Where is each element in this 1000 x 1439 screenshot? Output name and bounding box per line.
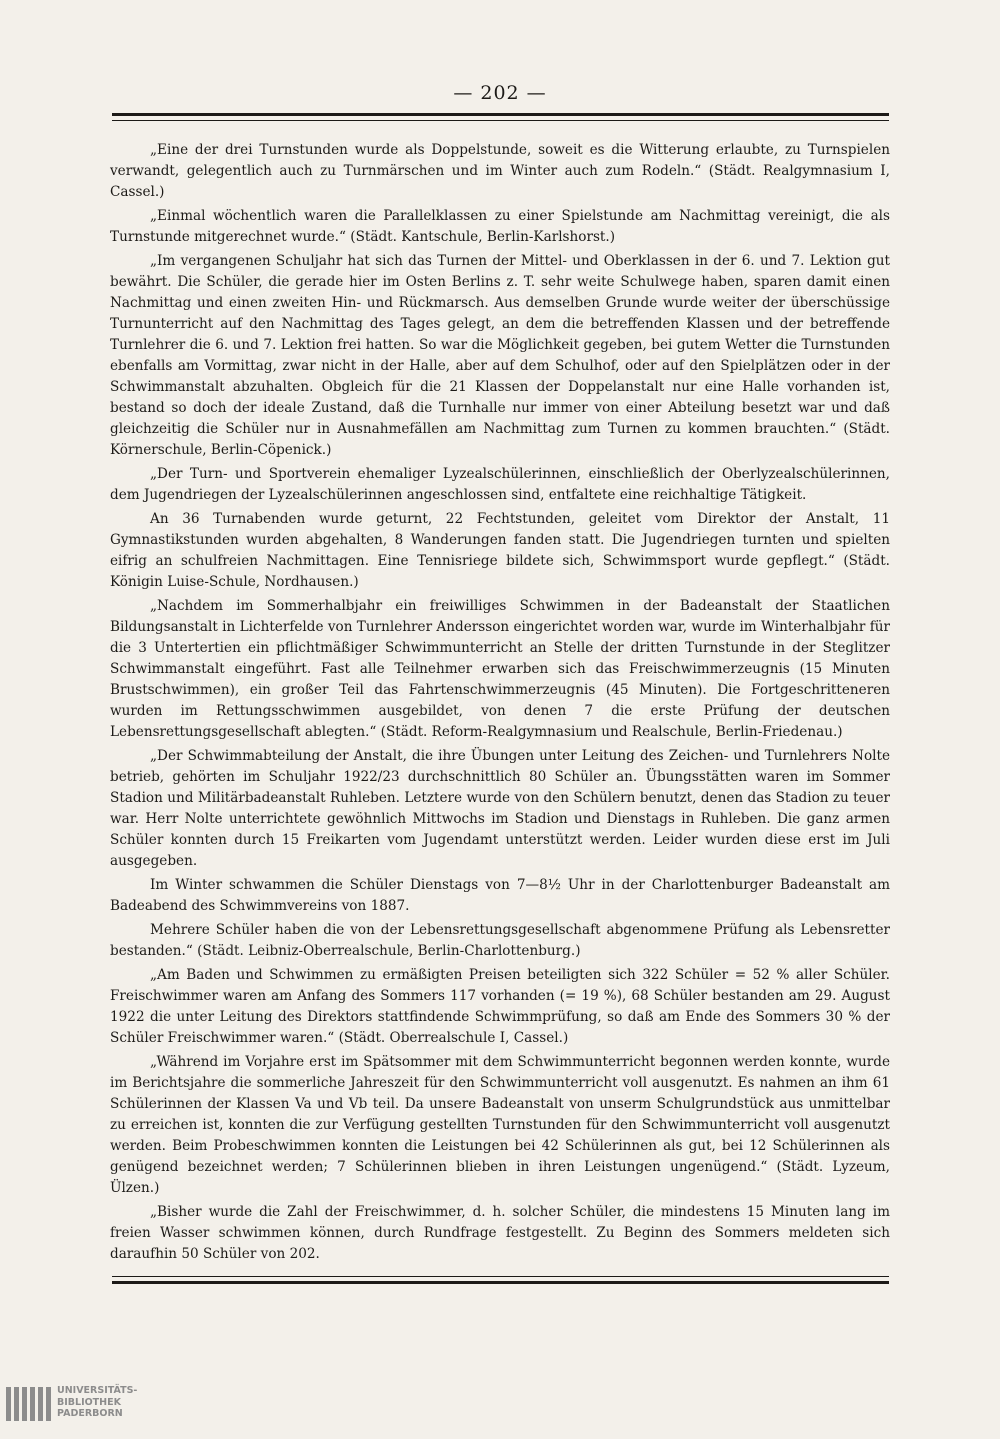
paragraph: „Eine der drei Turnstunden wurde als Doppelstunde, soweit es die Witterung erlaubte, zu Turnspielen verwandt, gelegentlich auch zu Turnmärschen und im Winter auch zum Rodeln.“ (Städt. Realgymnasium I, Cassel.) [110, 142, 890, 200]
paragraph: „Der Schwimmabteilung der Anstalt, die ihre Übungen unter Leitung des Zeichen- und Turnlehrers Nolte betrieb, gehörten im Schuljahr 1922/23 durchschnittlich 80 Schüler an. Übungsstätten waren im Sommer Stadion und Militärbadeanstalt Ruhleben. Letztere wurde von den Schülern benutzt, denen das Stadion zu teuer war. Herr Nolte unterrichtete gewöhnlich Mittwochs im Stadion und Dienstags in Ruhleben. Die ganz armen Schüler konnten durch 15 Freikarten vom Jugendamt unterstützt werden. Leider wurden diese erst im Juli ausgegeben. [110, 748, 890, 869]
paragraph: „Bisher wurde die Zahl der Freischwimmer, d. h. solcher Schüler, die mindestens 15 Minuten lang im freien Wasser schwimmen können, durch Rundfrage festgestellt. Zu Beginn des Sommers meldeten sich daraufhin 50 Schüler von 202. [110, 1204, 890, 1262]
page-number: — 202 — [453, 82, 547, 104]
header-rule-thin [112, 120, 889, 121]
paragraph: Mehrere Schüler haben die von der Lebensrettungsgesellschaft abgenommene Prüfung als Lebensretter bestanden.“ (Städt. Leibniz-Oberrealschule, Berlin-Charlottenburg.) [110, 922, 890, 959]
paragraph: An 36 Turnabenden wurde geturnt, 22 Fechtstunden, geleitet vom Direktor der Anstalt, 11 Gymnastikstunden wurden abgehalten, 8 Wanderungen fanden statt. Die Jugendriegen turnten und spielten eifrig an schulfreien Nachmittagen. Eine Tennisriege bildete sich, Schwimmsport wurde gepflegt.“ (Städt. Königin Luise-Schule, Nordhausen.) [110, 511, 890, 590]
footer-rule-thick [112, 1281, 889, 1284]
library-logo [0, 1385, 200, 1435]
paragraph: Im Winter schwammen die Schüler Dienstags von 7—8½ Uhr in der Charlottenburger Badeanstalt am Badeabend des Schwimmvereins von 1887. [110, 877, 890, 914]
paragraph: „Einmal wöchentlich waren die Parallelklassen zu einer Spielstunde am Nachmittag vereinigt, die als Turnstunde mitgerechnet wurde.“ (Städt. Kantschule, Berlin-Karlshorst.) [110, 208, 890, 245]
paragraph: „Der Turn- und Sportverein ehemaliger Lyzealschülerinnen, einschließlich der Oberlyzealschülerinnen, dem Jugendriegen der Lyzealschülerinnen angeschlossen sind, entfaltete eine reichhaltige Tätigkeit. [110, 466, 890, 503]
body-text [110, 140, 890, 1268]
header-rule-thick [112, 113, 889, 116]
library-logo-text: UNIVERSITÄTS- BIBLIOTHEK PADERBORN [57, 1385, 138, 1419]
library-logo-icon [6, 1387, 51, 1421]
paragraph: „Am Baden und Schwimmen zu ermäßigten Preisen beteiligten sich 322 Schüler = 52 % aller Schüler. Freischwimmer waren am Anfang des Sommers 117 vorhanden (= 19 %), 68 Schüler bestanden am 29. August 1922 die unter Leitung des Direktors stattfindende Schwimmprüfung, so daß am Ende des Sommers 30 % der Schüler Freischwimmer waren.“ (Städt. Oberrealschule I, Cassel.) [110, 967, 890, 1046]
paragraph: „Nachdem im Sommerhalbjahr ein freiwilliges Schwimmen in der Badeanstalt der Staatlichen Bildungsanstalt in Lichterfelde von Turnlehrer Andersson eingerichtet worden war, wurde im Winterhalbjahr für die 3 Untertertien ein pflichtmäßiger Schwimmunterricht an Stelle der dritten Turnstunde in der Steglitzer Schwimmanstalt eingeführt. Fast alle Teilnehmer erwarben sich das Freischwimmerzeugnis (15 Minuten Brustschwimmen), ein großer Teil das Fahrtenschwimmerzeugnis (45 Minuten). Die Fortgeschritteneren wurden im Rettungsschwimmen ausgebildet, von denen 7 die erste Prüfung der deutschen Lebensrettungsgesellschaft ablegten.“ (Städt. Reform-Realgymnasium und Realschule, Berlin-Friedenau.) [110, 598, 890, 740]
footer-rule-thin [112, 1276, 889, 1277]
paragraph: „Im vergangenen Schuljahr hat sich das Turnen der Mittel- und Oberklassen in der 6. und 7. Lektion gut bewährt. Die Schüler, die gerade hier im Osten Berlins z. T. sehr weite Schulwege haben, sparen damit einen Nachmittag und einen zweiten Hin- und Rückmarsch. Aus demselben Grunde wurde weiter der überschüssige Turnunterricht auf den Nachmittag des Tages gelegt, an dem die betreffenden Klassen und der betreffende Turnlehrer die 6. und 7. Lektion frei hatten. So war die Möglichkeit gegeben, bei gutem Wetter die Turnstunden ebenfalls am Vormittag, zwar nicht in der Halle, aber auf dem Schulhof, oder auf den Spielplätzen oder in der Schwimmanstalt abzuhalten. Obgleich für die 21 Klassen der Doppelanstalt nur eine Halle vorhanden ist, bestand so doch der ideale Zustand, daß die Turnhalle nur immer von einer Abteilung besetzt war und daß gleichzeitig die Schüler nur in Ausnahmefällen am Nachmittag zum Turnen zu kommen brauchten.“ (Städt. Körnerschule, Berlin-Cöpenick.) [110, 253, 890, 458]
paragraph: „Während im Vorjahre erst im Spätsommer mit dem Schwimmunterricht begonnen werden konnte, wurde im Berichtsjahre die sommerliche Jahreszeit für den Schwimmunterricht voll ausgenutzt. Es nahmen an ihm 61 Schülerinnen der Klassen Va und Vb teil. Da unsere Badeanstalt von unserm Schulgrundstück aus unmittelbar zu erreichen ist, konnten die zur Verfügung gestellten Turnstunden für den Schwimmunterricht voll ausgenutzt werden. Beim Probeschwimmen konnten die Leistungen bei 42 Schülerinnen als gut, bei 12 Schülerinnen als genügend bezeichnet werden; 7 Schülerinnen blieben in ihren Leistungen ungenügend.“ (Städt. Lyzeum, Ülzen.) [110, 1054, 890, 1196]
